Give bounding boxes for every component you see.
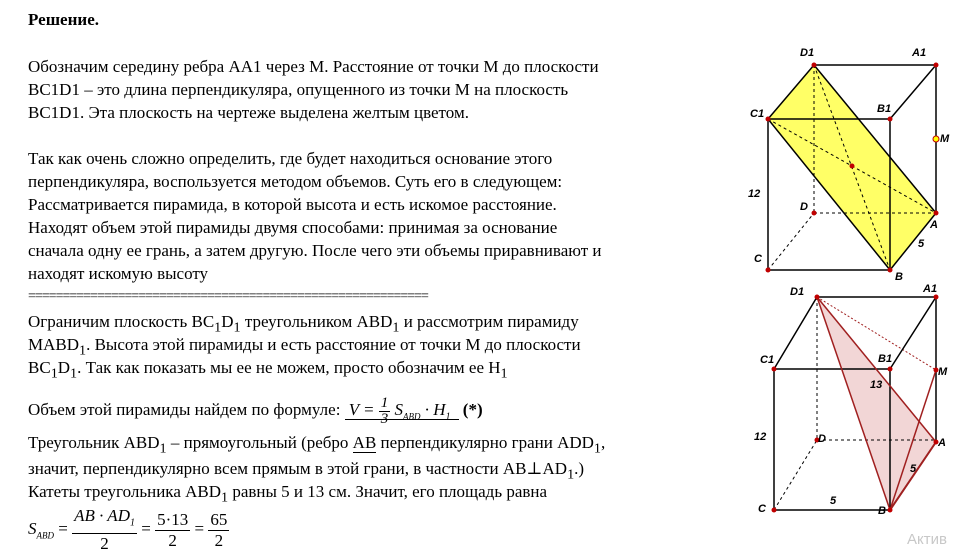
- edge2-12: 12: [754, 431, 767, 443]
- label-c1: C1: [750, 108, 765, 120]
- para3-line2: $МАВD_1$. Высота этой пирамиды и есть расстояние от точки М до плоскости: [28, 335, 581, 359]
- para2-line2: перпендикуляра, воспользуется методом объемов. Суть его в следующем:: [28, 172, 563, 191]
- edge-12: 12: [748, 188, 761, 200]
- label2-b: B: [878, 505, 886, 517]
- label-b: B: [895, 271, 903, 280]
- para4-line2: значит, перпендикулярно всем прямым в этой грани, в частности $АВ\perp АD_1$.): [28, 459, 585, 483]
- para2-line5: сначала одну ее грань, а затем другую. После чего эти объемы приравнивают и: [28, 241, 602, 260]
- para2-line6: находят искомую высоту: [28, 264, 209, 283]
- figure-prism-plane: [740, 40, 955, 280]
- label2-d1: D1: [790, 286, 805, 298]
- label-m: M: [940, 133, 950, 145]
- volume-formula-line: Объем этой пирамиды найдем по формуле: V = $\frac{1}{3}$ $S_{ABD} \cdot H_1$ (*): [28, 394, 483, 427]
- label-c: C: [754, 253, 762, 265]
- label-d1: D1: [800, 47, 815, 59]
- label2-a1: A1: [923, 283, 938, 295]
- solution-heading: Решение.: [28, 10, 99, 29]
- para1-line3: ВС1D1. Эта плоскость на чертеже выделена желтым цветом.: [28, 103, 469, 122]
- area-formula: $S_{ABD}$ = $\frac{AB \cdot AD_1}{2}$ = $\frac{5\cdot 13}{2}$ = $\frac{65}{2}$: [28, 506, 228, 554]
- figure-pyramid: [740, 282, 955, 527]
- para1-line2: ВС1D1 – это длина перпендикуляра, опущенного из точки М на плоскость: [28, 80, 569, 99]
- label2-a: A: [938, 437, 946, 449]
- label-d: D: [800, 201, 808, 213]
- para2-line1: Так как очень сложно определить, где будет находиться основание этого: [28, 149, 553, 168]
- edge2-13: 13: [870, 379, 883, 391]
- para2-line3: Рассматривается пирамида, в которой высота и есть искомое расстояние.: [28, 195, 557, 214]
- label-a1: A1: [912, 47, 927, 59]
- activation-watermark: Актив: [907, 531, 947, 548]
- label2-c: C: [758, 503, 766, 515]
- label2-c1: C1: [760, 354, 775, 366]
- para3-line1: Ограничим плоскость $ВС_1D_1$ треугольником $АВD_1$ и рассмотрим пирамиду: [28, 312, 579, 336]
- pyramid-face: [817, 297, 936, 510]
- separator: ==========================================================: [28, 289, 428, 304]
- label2-d: D: [818, 433, 826, 445]
- para1-line1: Обозначим середину ребра АА1 через М. Расстояние от точки М до плоскости: [28, 57, 599, 76]
- edge2-5b: 5: [830, 495, 837, 507]
- para4-line1: Треугольник $АВD_1$ – прямоугольный (ребро АВ перпендикулярно грани $ADD_1$,: [28, 433, 606, 457]
- label-a: A: [930, 219, 938, 231]
- label2-b1: B1: [878, 353, 893, 365]
- label-b1: B1: [877, 103, 892, 115]
- edge-5: 5: [918, 238, 925, 250]
- para3-line3: $ВС_1D_1$. Так как показать мы ее не можем, просто обозначим ее $Н_1$: [28, 358, 508, 382]
- label2-m: M: [938, 366, 948, 378]
- para2-line4: Находят объем этой пирамиды двумя способами: принимая за основание: [28, 218, 558, 237]
- edge2-5a: 5: [910, 463, 917, 475]
- para4-line3: Катеты треугольника $АВD_1$ равны 5 и 13 см. Значит, его площадь равна: [28, 482, 548, 506]
